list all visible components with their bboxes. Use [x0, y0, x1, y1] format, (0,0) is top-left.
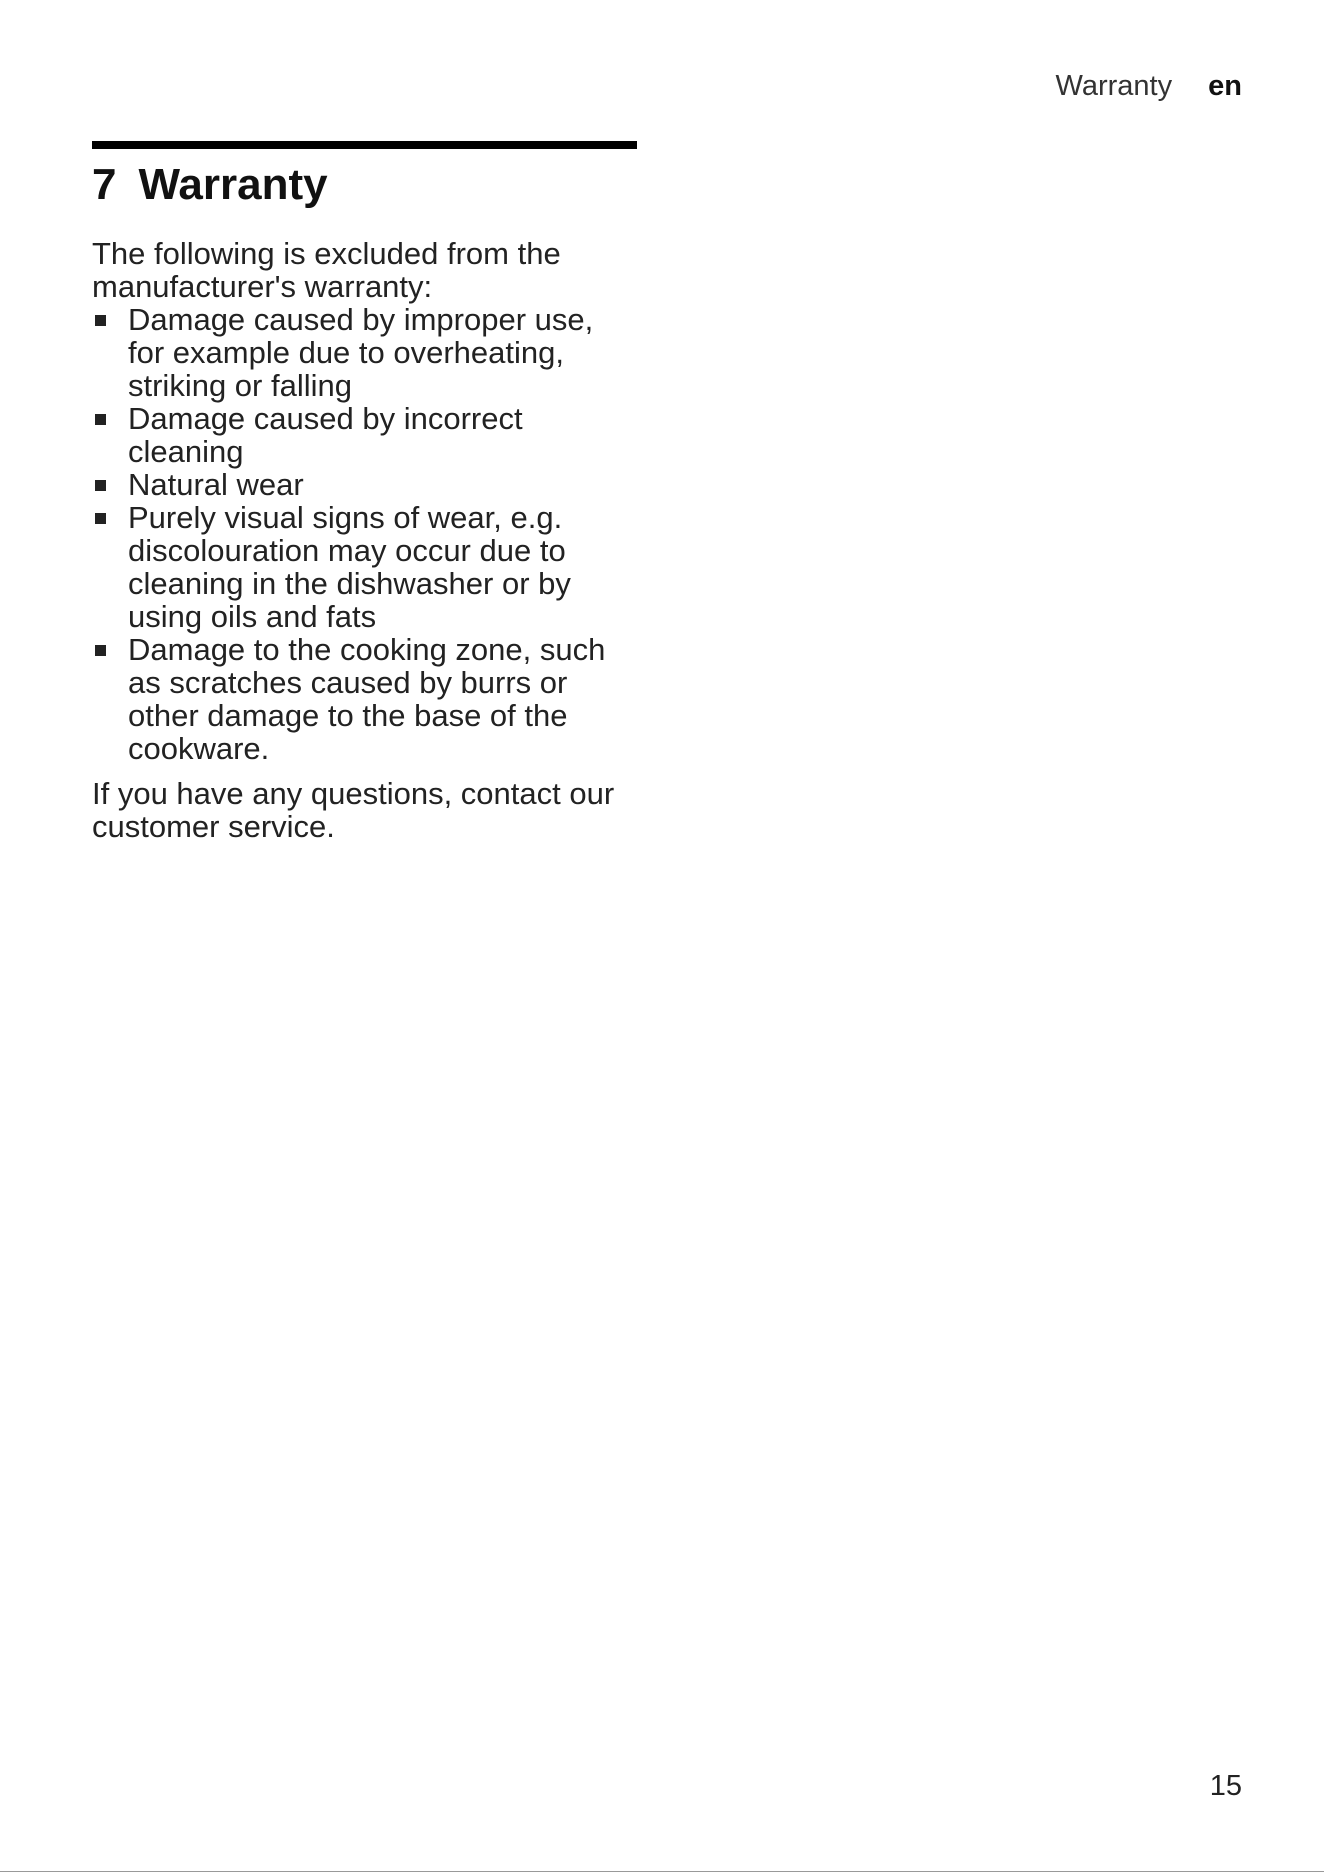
- bullet-square-icon: [95, 414, 106, 425]
- bullet-square-icon: [95, 315, 106, 326]
- page-number: 15: [1209, 1770, 1242, 1802]
- chapter-title: Warranty: [138, 160, 328, 209]
- list-item-text: Damage caused by improper use, for example due to overheating, striking or falling: [128, 302, 594, 404]
- chapter-heading: [92, 161, 637, 209]
- header-language-code: en: [1208, 70, 1242, 102]
- list-item-text: Damage caused by incorrect cleaning: [128, 401, 523, 470]
- exclusions-list: [92, 303, 637, 765]
- list-item: [92, 468, 637, 501]
- list-item-text: Natural wear: [128, 467, 304, 503]
- heading-rule: [92, 141, 637, 149]
- running-header: [1056, 72, 1242, 101]
- list-item-text: Purely visual signs of wear, e.g. discolouration may occur due to cleaning in the dishwasher or by using oils and fats: [128, 500, 571, 635]
- bullet-square-icon: [95, 513, 106, 524]
- intro-paragraph: The following is excluded from the manufacturer's warranty:: [92, 236, 561, 305]
- list-item-text: Damage to the cooking zone, such as scratches caused by burrs or other damage to the base of the cookware.: [128, 632, 606, 767]
- bullet-square-icon: [95, 645, 106, 656]
- list-item: [92, 633, 637, 765]
- list-item: [92, 402, 637, 468]
- header-section-name: Warranty: [1055, 70, 1173, 102]
- chapter-number: 7: [92, 160, 117, 209]
- list-item: [92, 501, 637, 633]
- bullet-square-icon: [95, 480, 106, 491]
- list-item: [92, 303, 637, 402]
- main-column: [92, 141, 637, 843]
- closing-paragraph: If you have any questions, contact our customer service.: [92, 776, 615, 845]
